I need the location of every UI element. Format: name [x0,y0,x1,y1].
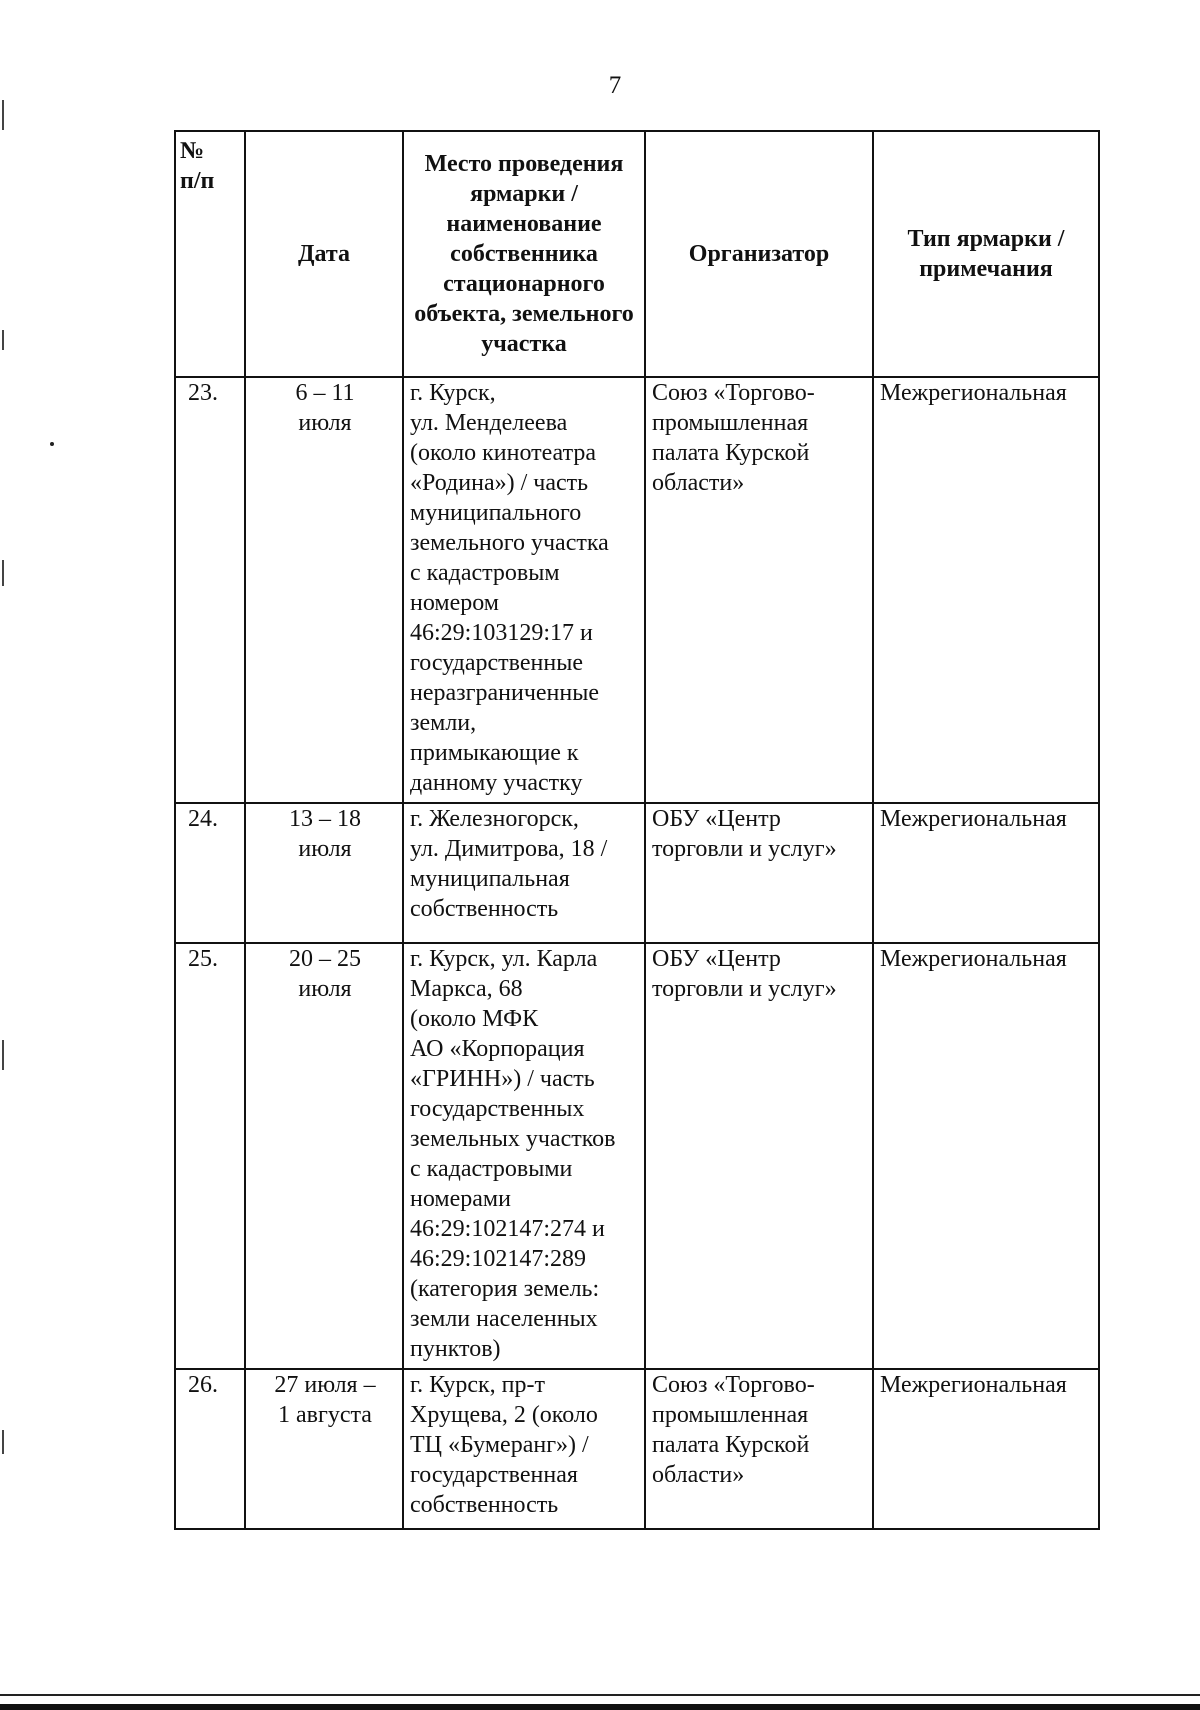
scan-bottom-line [0,1694,1200,1696]
row-place: г. Железногорск, ул. Димитрова, 18 / муниципальная собственность [403,803,645,943]
row-number: 24. [175,803,245,943]
scan-bottom-edge [0,1704,1200,1710]
scan-edge-mark [2,100,4,130]
row-date: 13 – 18 июля [245,803,403,943]
row-date: 20 – 25 июля [245,943,403,1369]
page-number: 7 [608,72,622,99]
table-row [175,803,1099,943]
row-type: Межрегиональная [873,803,1099,943]
header-organizer: Организатор [645,131,873,377]
row-organizer: Союз «Торгово- промышленная палата Курской области» [645,1369,873,1529]
row-organizer: Союз «Торгово- промышленная палата Курской области» [645,377,873,803]
row-type: Межрегиональная [873,377,1099,803]
scan-edge-mark [2,330,4,350]
header-place: Место проведения ярмарки / наименование собственника стационарного объекта, земельного участка [403,131,645,377]
row-organizer: ОБУ «Центр торговли и услуг» [645,803,873,943]
row-number: 25. [175,943,245,1369]
row-type: Межрегиональная [873,943,1099,1369]
fair-schedule-table [174,130,1100,1530]
row-date: 27 июля – 1 августа [245,1369,403,1529]
row-type: Межрегиональная [873,1369,1099,1529]
header-number: № п/п [175,131,245,377]
row-place: г. Курск, пр-т Хрущева, 2 (около ТЦ «Бумеранг») / государственная собственность [403,1369,645,1529]
table-row [175,377,1099,803]
table-row [175,943,1099,1369]
row-number: 23. [175,377,245,803]
scan-edge-mark [2,1040,4,1070]
row-organizer: ОБУ «Центр торговли и услуг» [645,943,873,1369]
header-date: Дата [245,131,403,377]
scan-speck [50,442,54,446]
row-number: 26. [175,1369,245,1529]
table-header-row [175,131,1099,377]
row-place: г. Курск, ул. Менделеева (около кинотеатра «Родина») / часть муниципального земельного участка с кадастровым номером 46:29:103129:17 и государственные неразграниченные земли, примыкающие к данному участку [403,377,645,803]
header-type: Тип ярмарки / примечания [873,131,1099,377]
scan-edge-mark [2,560,4,586]
row-date: 6 – 11 июля [245,377,403,803]
table-row [175,1369,1099,1529]
scan-edge-mark [2,1430,4,1454]
row-place: г. Курск, ул. Карла Маркса, 68 (около МФК АО «Корпорация «ГРИНН») / часть государственных земельных участков с кадастровыми номерами 46:29:102147:274 и 46:29:102147:289 (категория земель: земли населенных пунктов) [403,943,645,1369]
